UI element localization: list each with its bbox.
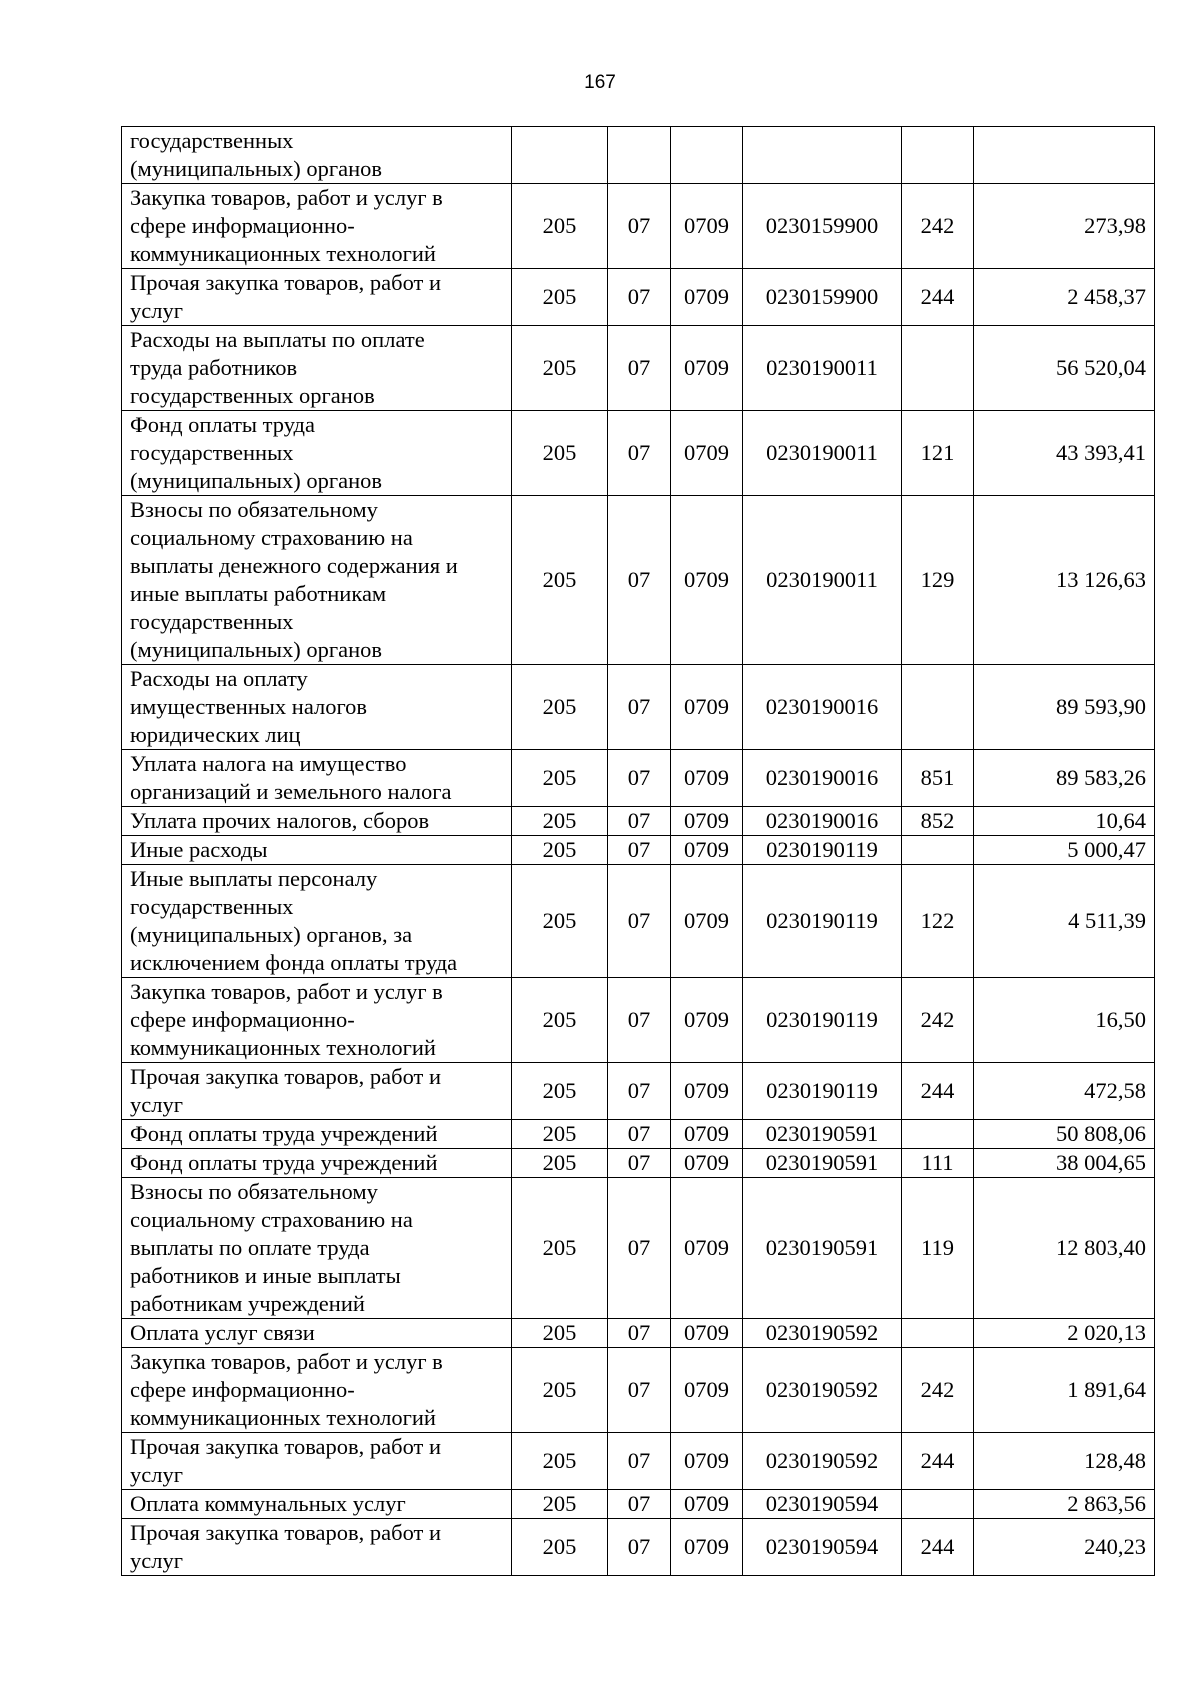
row-section-code: 07	[608, 865, 671, 978]
table-row	[122, 807, 1155, 836]
row-amount: 56 520,04	[974, 326, 1155, 411]
row-target-article: 0230159900	[743, 184, 902, 269]
row-expense-type: 244	[902, 1433, 974, 1490]
row-amount: 10,64	[974, 807, 1155, 836]
page-number: 167	[584, 72, 616, 93]
row-ved-code: 205	[512, 1433, 608, 1490]
row-expense-type: 242	[902, 978, 974, 1063]
row-name: Иные выплаты персоналу государственных (муниципальных) органов, за исключением фонда оплаты труда	[122, 865, 512, 978]
table-row	[122, 326, 1155, 411]
row-name: Оплата коммунальных услуг	[122, 1490, 512, 1519]
table-row	[122, 1319, 1155, 1348]
table-row	[122, 1348, 1155, 1433]
row-amount: 43 393,41	[974, 411, 1155, 496]
row-ved-code: 205	[512, 750, 608, 807]
row-name: Иные расходы	[122, 836, 512, 865]
table-row	[122, 1063, 1155, 1120]
row-subsection-code: 0709	[671, 865, 743, 978]
row-section-code: 07	[608, 496, 671, 665]
row-section-code: 07	[608, 665, 671, 750]
row-subsection-code: 0709	[671, 836, 743, 865]
row-target-article: 0230190591	[743, 1178, 902, 1319]
row-subsection-code: 0709	[671, 807, 743, 836]
row-section-code: 07	[608, 1149, 671, 1178]
row-subsection-code: 0709	[671, 1490, 743, 1519]
row-target-article: 0230190592	[743, 1319, 902, 1348]
row-target-article: 0230190016	[743, 807, 902, 836]
row-ved-code: 205	[512, 411, 608, 496]
table-row	[122, 1519, 1155, 1576]
row-amount: 240,23	[974, 1519, 1155, 1576]
row-section-code: 07	[608, 750, 671, 807]
row-ved-code: 205	[512, 1149, 608, 1178]
row-target-article: 0230190594	[743, 1519, 902, 1576]
row-amount: 89 593,90	[974, 665, 1155, 750]
table-row	[122, 1149, 1155, 1178]
row-target-article: 0230190016	[743, 750, 902, 807]
table-row	[122, 978, 1155, 1063]
row-name: Уплата налога на имущество организаций и земельного налога	[122, 750, 512, 807]
row-name: Закупка товаров, работ и услуг в сфере информационно- коммуникационных технологий	[122, 184, 512, 269]
row-section-code	[608, 127, 671, 184]
row-subsection-code: 0709	[671, 1120, 743, 1149]
row-name: государственных (муниципальных) органов	[122, 127, 512, 184]
row-name: Прочая закупка товаров, работ и услуг	[122, 1063, 512, 1120]
row-ved-code	[512, 127, 608, 184]
row-name: Расходы на выплаты по оплате труда работников государственных органов	[122, 326, 512, 411]
row-subsection-code: 0709	[671, 326, 743, 411]
row-subsection-code: 0709	[671, 1178, 743, 1319]
row-amount: 2 458,37	[974, 269, 1155, 326]
row-amount: 4 511,39	[974, 865, 1155, 978]
row-subsection-code: 0709	[671, 1433, 743, 1490]
row-expense-type: 244	[902, 1063, 974, 1120]
row-amount: 89 583,26	[974, 750, 1155, 807]
row-subsection-code: 0709	[671, 1348, 743, 1433]
row-expense-type: 122	[902, 865, 974, 978]
row-amount: 2 020,13	[974, 1319, 1155, 1348]
row-target-article: 0230190011	[743, 326, 902, 411]
row-name: Закупка товаров, работ и услуг в сфере информационно- коммуникационных технологий	[122, 1348, 512, 1433]
row-name: Прочая закупка товаров, работ и услуг	[122, 1433, 512, 1490]
row-expense-type: 129	[902, 496, 974, 665]
row-subsection-code: 0709	[671, 1319, 743, 1348]
row-ved-code: 205	[512, 1348, 608, 1433]
row-subsection-code: 0709	[671, 269, 743, 326]
row-target-article: 0230190011	[743, 411, 902, 496]
row-amount: 12 803,40	[974, 1178, 1155, 1319]
row-subsection-code	[671, 127, 743, 184]
row-ved-code: 205	[512, 665, 608, 750]
row-ved-code: 205	[512, 1063, 608, 1120]
row-expense-type: 852	[902, 807, 974, 836]
row-amount: 16,50	[974, 978, 1155, 1063]
row-expense-type	[902, 1490, 974, 1519]
row-ved-code: 205	[512, 326, 608, 411]
row-amount	[974, 127, 1155, 184]
row-target-article: 0230190591	[743, 1149, 902, 1178]
row-ved-code: 205	[512, 269, 608, 326]
budget-table	[121, 126, 1155, 1576]
row-name: Взносы по обязательному социальному страхованию на выплаты денежного содержания и иные выплаты работникам государственных (муниципальных) органов	[122, 496, 512, 665]
row-ved-code: 205	[512, 496, 608, 665]
row-amount: 50 808,06	[974, 1120, 1155, 1149]
row-expense-type: 244	[902, 269, 974, 326]
row-expense-type	[902, 127, 974, 184]
row-ved-code: 205	[512, 1519, 608, 1576]
row-subsection-code: 0709	[671, 411, 743, 496]
row-subsection-code: 0709	[671, 665, 743, 750]
row-target-article: 0230190119	[743, 1063, 902, 1120]
row-target-article: 0230190591	[743, 1120, 902, 1149]
row-amount: 2 863,56	[974, 1490, 1155, 1519]
row-target-article: 0230190011	[743, 496, 902, 665]
row-name: Прочая закупка товаров, работ и услуг	[122, 269, 512, 326]
row-ved-code: 205	[512, 184, 608, 269]
row-section-code: 07	[608, 1178, 671, 1319]
row-section-code: 07	[608, 184, 671, 269]
row-target-article: 0230190119	[743, 978, 902, 1063]
row-subsection-code: 0709	[671, 1063, 743, 1120]
row-section-code: 07	[608, 1063, 671, 1120]
row-subsection-code: 0709	[671, 184, 743, 269]
row-expense-type: 242	[902, 1348, 974, 1433]
row-section-code: 07	[608, 1433, 671, 1490]
row-amount: 5 000,47	[974, 836, 1155, 865]
row-section-code: 07	[608, 1348, 671, 1433]
row-name: Фонд оплаты труда учреждений	[122, 1120, 512, 1149]
table-row	[122, 836, 1155, 865]
row-expense-type: 244	[902, 1519, 974, 1576]
table-row	[122, 496, 1155, 665]
table-row	[122, 1490, 1155, 1519]
row-amount: 128,48	[974, 1433, 1155, 1490]
row-expense-type: 119	[902, 1178, 974, 1319]
table-row	[122, 411, 1155, 496]
row-section-code: 07	[608, 269, 671, 326]
row-name: Взносы по обязательному социальному страхованию на выплаты по оплате труда работников и иные выплаты работникам учреждений	[122, 1178, 512, 1319]
row-target-article: 0230190119	[743, 865, 902, 978]
row-name: Прочая закупка товаров, работ и услуг	[122, 1519, 512, 1576]
row-target-article: 0230190594	[743, 1490, 902, 1519]
row-amount: 13 126,63	[974, 496, 1155, 665]
row-name: Расходы на оплату имущественных налогов юридических лиц	[122, 665, 512, 750]
row-expense-type: 851	[902, 750, 974, 807]
row-expense-type	[902, 1319, 974, 1348]
table-row	[122, 665, 1155, 750]
row-expense-type: 111	[902, 1149, 974, 1178]
row-ved-code: 205	[512, 1178, 608, 1319]
row-amount: 472,58	[974, 1063, 1155, 1120]
row-subsection-code: 0709	[671, 1519, 743, 1576]
row-amount: 273,98	[974, 184, 1155, 269]
row-ved-code: 205	[512, 836, 608, 865]
row-expense-type	[902, 665, 974, 750]
row-subsection-code: 0709	[671, 1149, 743, 1178]
row-section-code: 07	[608, 1120, 671, 1149]
row-section-code: 07	[608, 1519, 671, 1576]
row-name: Закупка товаров, работ и услуг в сфере информационно- коммуникационных технологий	[122, 978, 512, 1063]
table-row	[122, 750, 1155, 807]
table-row	[122, 865, 1155, 978]
row-name: Оплата услуг связи	[122, 1319, 512, 1348]
row-target-article	[743, 127, 902, 184]
row-expense-type: 121	[902, 411, 974, 496]
table-body	[122, 127, 1155, 1576]
row-ved-code: 205	[512, 1490, 608, 1519]
table-row	[122, 127, 1155, 184]
row-ved-code: 205	[512, 865, 608, 978]
row-subsection-code: 0709	[671, 750, 743, 807]
row-name: Фонд оплаты труда учреждений	[122, 1149, 512, 1178]
row-name: Уплата прочих налогов, сборов	[122, 807, 512, 836]
row-section-code: 07	[608, 1319, 671, 1348]
row-expense-type	[902, 836, 974, 865]
row-target-article: 0230159900	[743, 269, 902, 326]
row-ved-code: 205	[512, 807, 608, 836]
row-section-code: 07	[608, 1490, 671, 1519]
table-row	[122, 184, 1155, 269]
table-row	[122, 1433, 1155, 1490]
row-expense-type	[902, 326, 974, 411]
row-target-article: 0230190016	[743, 665, 902, 750]
row-subsection-code: 0709	[671, 496, 743, 665]
row-expense-type	[902, 1120, 974, 1149]
table-row	[122, 269, 1155, 326]
row-section-code: 07	[608, 411, 671, 496]
table-row	[122, 1120, 1155, 1149]
row-target-article: 0230190119	[743, 836, 902, 865]
row-ved-code: 205	[512, 978, 608, 1063]
row-amount: 38 004,65	[974, 1149, 1155, 1178]
row-ved-code: 205	[512, 1120, 608, 1149]
row-amount: 1 891,64	[974, 1348, 1155, 1433]
row-section-code: 07	[608, 807, 671, 836]
row-section-code: 07	[608, 836, 671, 865]
row-ved-code: 205	[512, 1319, 608, 1348]
row-target-article: 0230190592	[743, 1348, 902, 1433]
row-target-article: 0230190592	[743, 1433, 902, 1490]
row-subsection-code: 0709	[671, 978, 743, 1063]
table-row	[122, 1178, 1155, 1319]
row-section-code: 07	[608, 978, 671, 1063]
row-name: Фонд оплаты труда государственных (муниципальных) органов	[122, 411, 512, 496]
row-section-code: 07	[608, 326, 671, 411]
row-expense-type: 242	[902, 184, 974, 269]
